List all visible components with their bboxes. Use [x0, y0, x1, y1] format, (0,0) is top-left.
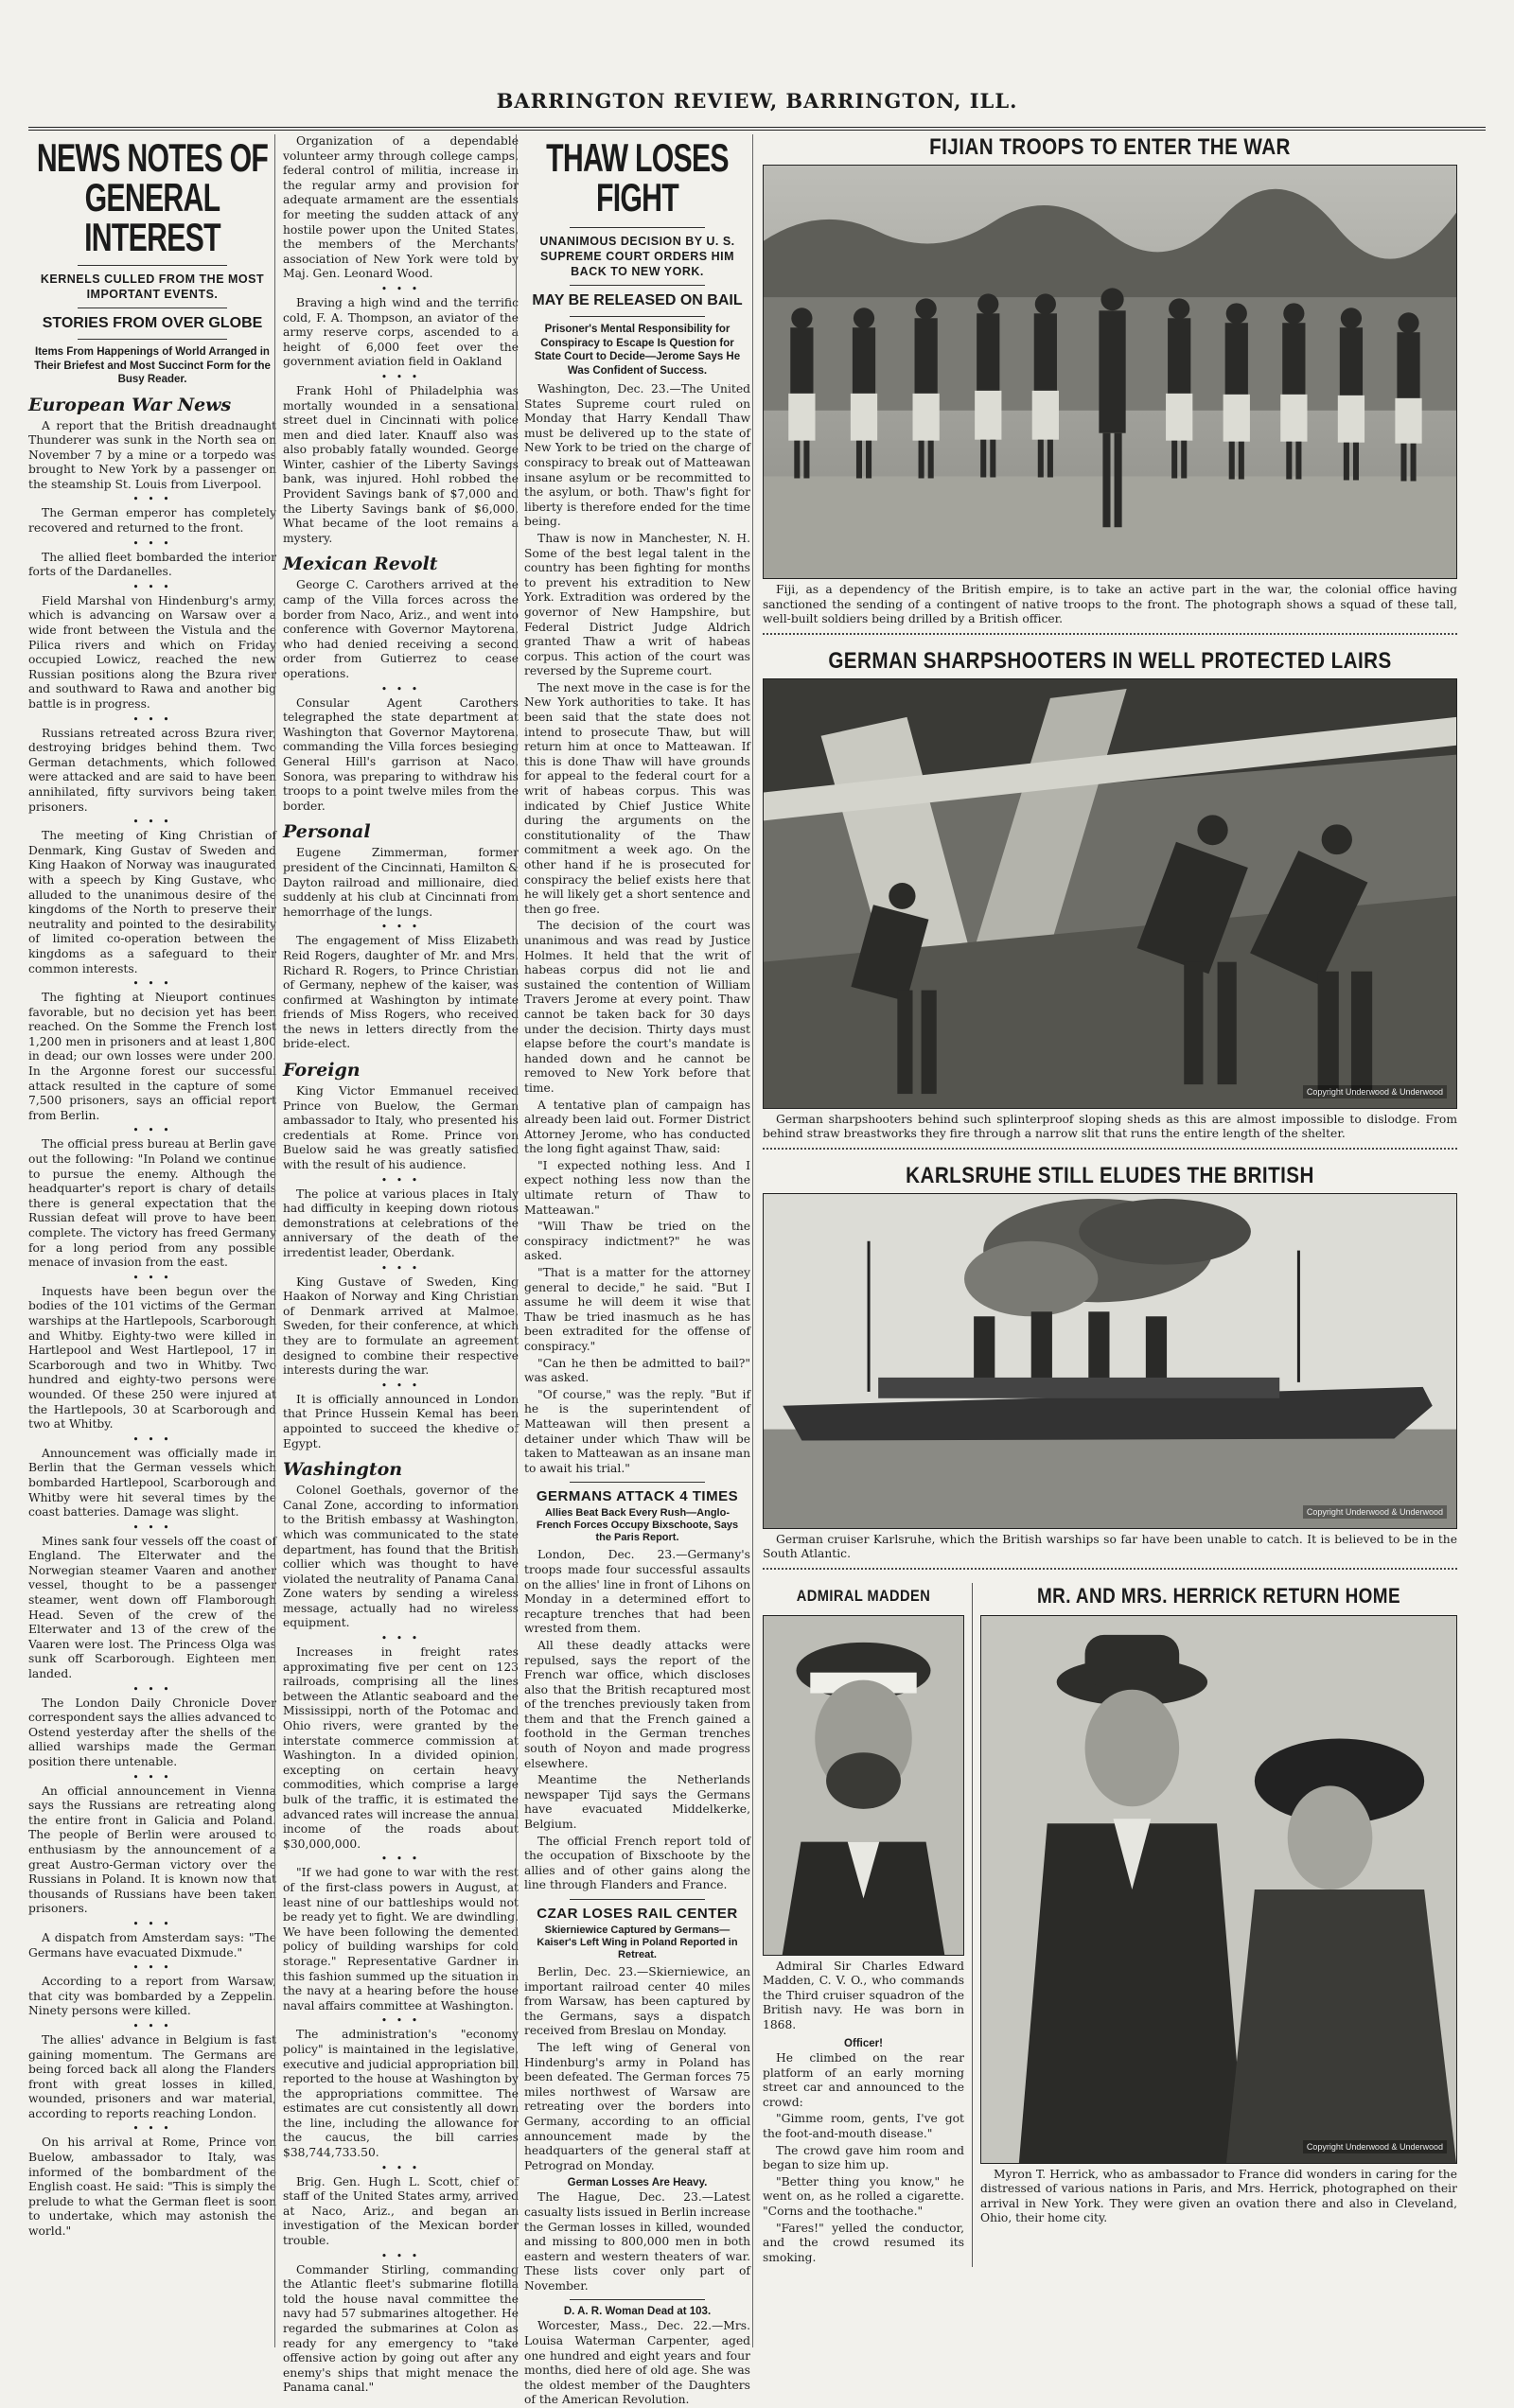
sharpshooters-caption: German sharpshooters behind such splinterproof sloping sheds as this are almost impossible to dislodge. From behind straw breastworks they fire through a narrow slit that runs the entire length of the shelter. [763, 1112, 1457, 1140]
news-item: Berlin, Dec. 23.—Skierniewice, an important railroad center 40 miles from Warsaw, has been captured by the Germans, says a dispatch received from Breslau on Monday. [524, 1965, 750, 2038]
fijian-caption: Fiji, as a dependency of the British empire, is to take an active part in the war, the colonial office having sanctioned the sending of a contingent of native troops to the front. The photograph shows a squad of these tall, well-built soldiers being drilled by a British officer. [763, 583, 1457, 625]
item-separator: • • • [132, 536, 172, 550]
news-item: The German emperor has completely recovered and returned to the front. [28, 506, 276, 536]
news-item: He climbed on the rear platform of an early morning street car and announced to the crowd: [763, 2051, 964, 2109]
herrick-caption: Myron T. Herrick, who as ambassador to France did wonders in caring for the distressed of various nations in Paris, and Mrs. Herrick, photographed on their arrival in New York. They were given an ovation there and also in Cleveland, Ohio, their home city. [980, 2167, 1457, 2224]
news-item: King Victor Emmanuel received Prince von Buelow, the German ambassador to Italy, who presented his credentials at Rome. Prince von Buelow said he was greatly satisfied with the result of his audience. [283, 1084, 519, 1172]
item-separator: • • • [132, 1271, 172, 1284]
news-notes-deck: Items From Happenings of World Arranged in Their Briefest and Most Succinct Form for the Busy Reader. [34, 346, 271, 385]
thaw-article [524, 382, 750, 1476]
herrick-section [973, 1583, 1457, 2268]
thaw-subhead: UNANIMOUS DECISION BY U. S. SUPREME COURT ORDERS HIM BACK TO NEW YORK. [539, 235, 735, 278]
news-item: The official press bureau at Berlin gave out the following: "In Poland we continue to pursue the enemy. Although the headquarter's report is chary of details there is general expectation that the Russian defeat will prove to have been complete. The victory has freed Germany for a long period from any possible menace of invasion from the east. [28, 1137, 276, 1270]
intro-items [283, 134, 519, 546]
dar-article: Worcester, Mass., Dec. 22.—Mrs. Louisa Waterman Carpenter, aged one hundred and eight years and four months, died here of old age. She was the oldest member of the Daughters of the American Revolution. [524, 2319, 750, 2407]
news-item: Increases in freight rates approximating five per cent on 123 railroads, comprising all the lines between the Atlantic seaboard and the Mississippi, north of the Potomac and Ohio rivers, were granted by the interstate commerce commission at Washington. In a divided opinion, excepting on certain heavy commodities, which comprise a large bulk of the traffic, it is estimated the advanced rates will increase the annual income of the roads about $30,000,000. [283, 1645, 519, 1851]
news-item: A tentative plan of campaign has already been laid out. Former District Attorney Jerome, who has conducted the long fight against Thaw, said: [524, 1098, 750, 1156]
section-european-war-news: European War News [28, 394, 232, 415]
news-item: Meantime the Netherlands newspaper Tijd says the Germans have evacuated Middelkerke, Belgium. [524, 1773, 750, 1832]
item-separator: • • • [132, 580, 172, 593]
item-separator: • • • [132, 1682, 172, 1696]
item-separator: • • • [380, 2249, 421, 2262]
germans-attack-headline: GERMANS ATTACK 4 TIMES [536, 1488, 739, 1505]
item-separator: • • • [380, 1261, 421, 1274]
news-item: The allies' advance in Belgium is fast gaining momentum. The Germans are being forced back all along the Flanders front with great losses in killed, wounded, prisoners and war material, according to reports reaching London. [28, 2032, 276, 2120]
herrick-portrait-illustration [981, 1616, 1456, 2163]
news-item: "Better thing you know," he went on, as he rolled a cigarette. "Corns and the toothache." [763, 2174, 964, 2218]
news-item: "Of course," was the reply. "But if he is the superintendent of Matteawan will then present a detainer under which Thaw will be taken to Matteawan as an insane man to await his trial." [524, 1387, 750, 1475]
item-separator: • • • [380, 1173, 421, 1186]
news-item: King Gustave of Sweden, King Haakon of Norway and King Christian of Denmark arrived at Malmoe, Sweden, for their conference, at which they are to formulate an agreement designed to combine their respective interests during the war. [283, 1274, 519, 1378]
news-item: "Will Thaw be tried on the conspiracy indictment?" he was asked. [524, 1220, 750, 1263]
section-foreign: Foreign [283, 1060, 361, 1081]
news-item: George C. Carothers arrived at the camp of the Villa forces across the border from Naco, Ariz., and went into conference with Governor Maytorena, who had denied receiving a second order from Gutierrez to cease operations. [283, 578, 519, 680]
news-item: Frank Hohl of Philadelphia was mortally wounded in a sensational street duel in Cincinnati with police men and died later. Knauff also was also probably fatally wounded. George Winter, cashier of the Liberty Savings bank, was injured. Hohl robbed the Provident Savings bank of $7,000 and the Liberty Savings bank of $6,000. What became of the loot remains a mystery. [283, 383, 519, 545]
madden-section [763, 1583, 973, 2268]
sharpshooters-photo [763, 678, 1457, 1109]
news-notes-subhead: KERNELS CULLED FROM THE MOST IMPORTANT EVENTS. [40, 272, 265, 301]
news-item: A report that the British dreadnaught Thunderer was sunk in the North sea on November 7 by a mine or a torpedo was brought to New York by a passenger on the steamship St. Louis from Liverpool. [28, 418, 276, 491]
item-separator: • • • [132, 2122, 172, 2136]
news-item: All these deadly attacks were repulsed, says the report of the French war office, which discloses also that the British recaptured most of the trenches previously taken from them and that the French gained a foothold in the German trenches south of Noyon and made progress elsewhere. [524, 1638, 750, 1770]
section-personal: Personal [283, 821, 371, 843]
news-item: Consular Agent Carothers telegraphed the state department at Washington that Governor Maytorena, commanding the Villa forces besieging General Hill's garrison at Naco, Sonora, was preparing to withdraw his troops to a point twelve miles from the border. [283, 695, 519, 813]
news-item: According to a report from Warsaw, that city was bombarded by a Zeppelin. Ninety persons were killed. [28, 1975, 276, 2018]
news-item: Thaw is now in Manchester, N. H. Some of the best legal talent in the country has been fighting for months to prevent his extradition to New York. Extradition was ordered by the governor of New Hampshire, but Federal District Judge Aldrich granted Thaw a writ of habeas corpus. This action of the court was reversed by the Supreme court. [524, 531, 750, 678]
karlsruhe-cruiser-illustration [764, 1194, 1456, 1528]
news-notes-subhead-2: STORIES FROM OVER GLOBE [42, 315, 263, 331]
czar-article [524, 1965, 750, 2173]
german-losses-article: The Hague, Dec. 23.—Latest casualty lists issued in Berlin increase the German losses in killed, wounded and missing to 800,000 men in both eastern and western theaters of war. These lists cover only part of November. [524, 2190, 750, 2293]
item-separator: • • • [132, 1770, 172, 1784]
thaw-subhead-2: MAY BE RELEASED ON BAIL [532, 292, 743, 308]
personal-items [283, 846, 519, 1052]
news-item: Eugene Zimmerman, former president of the Cincinnati, Hamilton & Dayton railroad and millionaire, died suddenly at his club at Cincinnati from hemorrhage of the lungs. [283, 846, 519, 919]
item-separator: • • • [132, 1520, 172, 1534]
news-item: "That is a matter for the attorney general to decide," he said. "But I assume he will deem it wise that Thaw be tried inasmuch as he has been extradited for the offense of conspiracy." [524, 1266, 750, 1353]
column-news-notes-continued [274, 134, 519, 2395]
news-item: It is officially announced in London that Prince Hussein Kemal has been appointed to succeed the khedive of Egypt. [283, 1392, 519, 1450]
news-item: Washington, Dec. 23.—The United States Supreme court ruled on Monday that Harry Kendall Thaw must be delivered up to the state of New York to be tried on the charge of conspiracy to break out of Matteawan insane asylum or be recommitted to the asylum, or both. Thaw's fight for liberty is therefore ended for the time being. [524, 382, 750, 529]
item-separator: • • • [380, 282, 421, 295]
item-separator: • • • [132, 1961, 172, 1975]
karlsruhe-photo-credit: Copyright Underwood & Underwood [1303, 1505, 1447, 1519]
news-item: Commander Stirling, commanding the Atlantic fleet's submarine flotilla told the house naval committee the navy had 57 submarines altogether. He regarded the submarines at Colon as ready for any emergency to "take offensive action by going out after any enemy's ships that might menace the Panama canal." [283, 2262, 519, 2395]
news-item: "I expected nothing less. And I expect nothing less now than the ultimate return of Thaw to Matteawan." [524, 1158, 750, 1217]
european-war-news-items [28, 419, 276, 2240]
news-item: The official French report told of the occupation of Bixschoote by the allies and of other gains along the line through Flanders and France. [524, 1834, 750, 1892]
news-item: Inquests have been begun over the bodies of the 101 victims of the German warships at the Hartlepools, Scarborough and Whitby. Eighty-two were killed in Hartlepool and West Hartlepool, 17 in Scarborough and two in Whitby. Two hundred and eighty-two persons were wounded. Of these 250 were injured at the Hartlepools, 30 at Scarborough and two at Whitby. [28, 1284, 276, 1432]
news-item: Announcement was officially made in Berlin that the German vessels which bombarded Hartlepool, Scarborough and Whitby were hit several times by the coast batteries. Damage was slight. [28, 1446, 276, 1520]
fijian-troops-photo [763, 165, 1457, 579]
karlsruhe-photo-title: KARLSRUHE STILL ELUDES THE BRITISH [906, 1162, 1314, 1188]
news-item: Braving a high wind and the terrific cold, F. A. Thompson, an aviator of the army reserve corps, ascended to a height of 6,000 feet over the government aviation field in Oakland [283, 295, 519, 369]
column-thaw [516, 134, 750, 2407]
news-item: London, Dec. 23.—Germany's troops made four successful assaults on the allies' line in front of Lihons on Monday in a determined effort to recapture trenches that had been wrested from them. [524, 1548, 750, 1636]
news-item: The administration's "economy policy" is maintained in the legislative, executive and judicial appropriation bill reported to the house at Washington by the appropriations committee. The estimates are cut consistently all down the line, including the allowance for the caucus, the bill carries $38,744,733.50. [283, 2028, 519, 2160]
news-item: The next move in the case is for the New York authorities to take. It has been said that the state does not intend to prosecute Thaw, but will return him at once to Matteawan. If this is done Thaw will have grounds for appeal to the federal court for a writ of habeas corpus. This was indicated by Chief Justice White during the arguments on the constitutionality of the Thaw commitment a week ago. On the other hand if he is prosecuted for conspiracy the belief exists here that he will likely get a short sentence and then go free. [524, 680, 750, 916]
officer-headline: Officer! [844, 2038, 883, 2049]
divider [570, 316, 705, 317]
item-separator: • • • [380, 370, 421, 383]
germans-attack-article [524, 1548, 750, 1893]
divider [570, 1899, 705, 1900]
item-separator: • • • [380, 1379, 421, 1392]
fijian-photo-title: FIJIAN TROOPS TO ENTER THE WAR [929, 134, 1291, 160]
news-item: An official announcement in Vienna says the Russians are retreating along the entire front in Galicia and Poland. The people of Berlin were aroused to enthusiasm by the announcement of a great Austro-German victory over the Russians in Poland. It is known now that thousands of Russians have been taken prisoners. [28, 1784, 276, 1916]
german-losses-headline: German Losses Are Heavy. [567, 2177, 708, 2189]
item-separator: • • • [132, 816, 172, 829]
item-separator: • • • [380, 2161, 421, 2174]
column-news-notes [28, 134, 276, 2347]
news-item: The fighting at Nieuport continues favorable, but no decision yet has been reached. On the Somme the French lost 1,200 men in prisoners and at least 1,800 in dead; our own losses were under 200. In the Argonne forest our successful attack resulted in the capture of some 7,500 prisoners, says an official report from Berlin. [28, 991, 276, 1122]
karlsruhe-photo [763, 1193, 1457, 1529]
thaw-deck: Prisoner's Mental Responsibility for Conspiracy to Escape Is Question for State Court to Decide—Jerome Says He Was Confident of Success. [534, 324, 741, 377]
herrick-photo-credit: Copyright Underwood & Underwood [1303, 2140, 1447, 2153]
herrick-photo-title: MR. AND MRS. HERRICK RETURN HOME [1036, 1583, 1401, 1608]
divider [570, 1482, 705, 1483]
news-item: "Fares!" yelled the conductor, and the crowd resumed its smoking. [763, 2221, 964, 2264]
mexican-revolt-items [283, 578, 519, 814]
item-separator: • • • [380, 1632, 421, 1645]
item-separator: • • • [132, 2019, 172, 2032]
news-item: Colonel Goethals, governor of the Canal Zone, according to information to the British embassy at Washington, which was communicated to the state department, has found that the British collier which was thought to have violated the neutrality of Panama Canal Zone waters by sending a wireless message, actually had no wireless equipment. [283, 1484, 519, 1630]
news-item: On his arrival at Rome, Prince von Buelow, ambassador to Italy, was informed of the bombardment of the English coast. He said: "This is simply the prelude to what the German fleet is soon to undertake, which may astonish the world." [28, 2136, 276, 2239]
news-item: "Can he then be admitted to bail?" was asked. [524, 1356, 750, 1385]
sharpshooters-photo-credit: Copyright Underwood & Underwood [1303, 1085, 1447, 1099]
madden-caption: Admiral Sir Charles Edward Madden, C. V. O., who commands the Third cruiser squadron of the British navy. He was born in 1868. [763, 1959, 964, 2031]
dar-headline: D. A. R. Woman Dead at 103. [563, 2306, 712, 2318]
thaw-headline: THAW LOSES FIGHT [546, 135, 729, 220]
divider [570, 2299, 705, 2300]
item-separator: • • • [132, 712, 172, 726]
column-photos [752, 134, 1457, 2347]
news-item: The engagement of Miss Elizabeth Reid Rogers, daughter of Mr. and Mrs. Richard R. Rogers, to Prince Christian of Germany, nephew of the kaiser, was confirmed at Washington by intimate friends of Miss Rogers, who received the news in letters directly from the bride-elect. [283, 934, 519, 1051]
sharpshooters-photo-title: GERMAN SHARPSHOOTERS IN WELL PROTECTED LAIRS [828, 647, 1392, 674]
masthead: BARRINGTON REVIEW, BARRINGTON, ILL. [28, 83, 1486, 131]
madden-photo-title: ADMIRAL MADDEN [796, 1586, 931, 1605]
divider [570, 227, 705, 228]
news-item: Russians retreated across Bzura river, destroying bridges behind them. Two German detachments, which followed were attacked and are said to have been annihilated, fifty survivors being taken prisoners. [28, 726, 276, 814]
news-item: The crowd gave him room and began to size him up. [763, 2143, 964, 2172]
news-item: The decision of the court was unanimous and was read by Justice Holmes. It held that the writ of habeas corpus did not lie and sustained the contention of William Travers Jerome at every point. Thaw cannot be taken back for 30 days under the decision. Thirty days must elapse before the court's mandate is handed down and he cannot be removed to New York before that time. [524, 919, 750, 1095]
item-separator: • • • [380, 2014, 421, 2028]
news-item: The police at various places in Italy had difficulty in keeping down riotous demonstrations at celebrations of the anniversary of the death of the irredentist leader, Oberdank. [283, 1186, 519, 1259]
news-item: "Gimme room, gents, I've got the foot-and-mouth disease." [763, 2112, 964, 2140]
news-item: Field Marshal von Hindenburg's army, which is advancing on Warsaw over a wide front between the Vistula and the Pilica rivers and which on Friday occupied Lowicz, reached the new Russian positions along the Bzura river and southward to Rawa and another big battle is in progress. [28, 593, 276, 711]
item-separator: • • • [132, 1917, 172, 1930]
divider [78, 339, 226, 340]
madden-portrait-illustration [764, 1616, 963, 1955]
news-notes-headline: NEWS NOTES OF GENERAL INTEREST [36, 135, 269, 259]
item-separator: • • • [132, 493, 172, 506]
fijian-troops-illustration [764, 166, 1456, 578]
madden-photo [763, 1615, 964, 1956]
divider [78, 265, 226, 266]
divider [763, 1148, 1457, 1157]
news-item: The meeting of King Christian of Denmark, King Gustav of Sweden and King Haakon of Norway was inaugurated with a speech by King Gustave, who alluded to the unanimous desire of the kingdoms of the North to preserve their neutrality and pointed to the desirability of limited co-operation between the kingdoms as a safeguard to their common interests. [28, 829, 276, 976]
news-item: A dispatch from Amsterdam says: "The Germans have evacuated Dixmude." [28, 1930, 276, 1960]
divider [763, 1568, 1457, 1577]
section-washington: Washington [283, 1459, 403, 1481]
item-separator: • • • [132, 1432, 172, 1446]
karlsruhe-caption: German cruiser Karlsruhe, which the British warships so far have been unable to catch. It is believed to be in the South Atlantic. [763, 1532, 1457, 1560]
news-item: The left wing of General von Hindenburg's army in Poland has been defeated. The German forces 75 miles northwest of Warsaw are retreating over the borders into Germany, according to an official announcement made by the headquarters of the general staff at Petrograd on Monday. [524, 2040, 750, 2172]
bottom-photo-row [763, 1583, 1457, 2268]
germans-attack-deck: Allies Beat Back Every Rush—Anglo-French Forces Occupy Bixschoote, Says the Paris Report. [536, 1507, 739, 1544]
item-separator: • • • [380, 1853, 421, 1866]
herrick-photo [980, 1615, 1457, 2164]
foreign-items [283, 1084, 519, 1451]
news-item: Organization of a dependable volunteer army through college camps, federal control of militia, increase in the regular army and provision for adequate armament are the essentials for meeting the sudden attack of any hostile power upon the United States, the members of the Merchants' association of New York were told by Maj. Gen. Leonard Wood. [283, 134, 519, 281]
czar-headline: CZAR LOSES RAIL CENTER [537, 1906, 738, 1922]
news-item: Brig. Gen. Hugh L. Scott, chief of staff of the United States army, arrived at Naco, Ariz., and began an investigation of the Mexican border trouble. [283, 2174, 519, 2248]
washington-items [283, 1484, 519, 2396]
news-item: "If we had gone to war with the rest of the first-class powers in August, at least nine of our battleships would not be ready yet to fight. We are dwindling. We have been following the demented policy of building warships for cold storage." Representative Gardner in this fashion summed up the situation in the navy at a hearing before the house naval affairs committee at Washington. [283, 1866, 519, 2013]
czar-deck: Skierniewice Captured by Germans—Kaiser's Left Wing in Poland Reported in Retreat. [537, 1925, 738, 1960]
divider [570, 285, 705, 286]
news-item: Mines sank four vessels off the coast of England. The Elterwater and the Norwegian steamer Vaaren and another vessel, thought to be a passenger steamer, went down off Flamborough Head. Seven of the crew of the Elterwater and 13 of the crew of the Vaaren were lost. The Princess Olga was sunk off Scarborough. Eighteen men landed. [28, 1534, 276, 1681]
item-separator: • • • [132, 1124, 172, 1137]
officer-article [763, 2051, 964, 2265]
item-separator: • • • [380, 682, 421, 695]
item-separator: • • • [132, 977, 172, 991]
news-item: The allied fleet bombarded the interior forts of the Dardanelles. [28, 550, 276, 579]
section-mexican-revolt: Mexican Revolt [283, 554, 438, 575]
item-separator: • • • [380, 921, 421, 934]
divider [763, 633, 1457, 642]
news-item: The London Daily Chronicle Dover correspondent says the allies advanced to Ostend yesterday after the shells of the allied warships made the German position there untenable. [28, 1696, 276, 1768]
sharpshooters-illustration [764, 679, 1456, 1108]
